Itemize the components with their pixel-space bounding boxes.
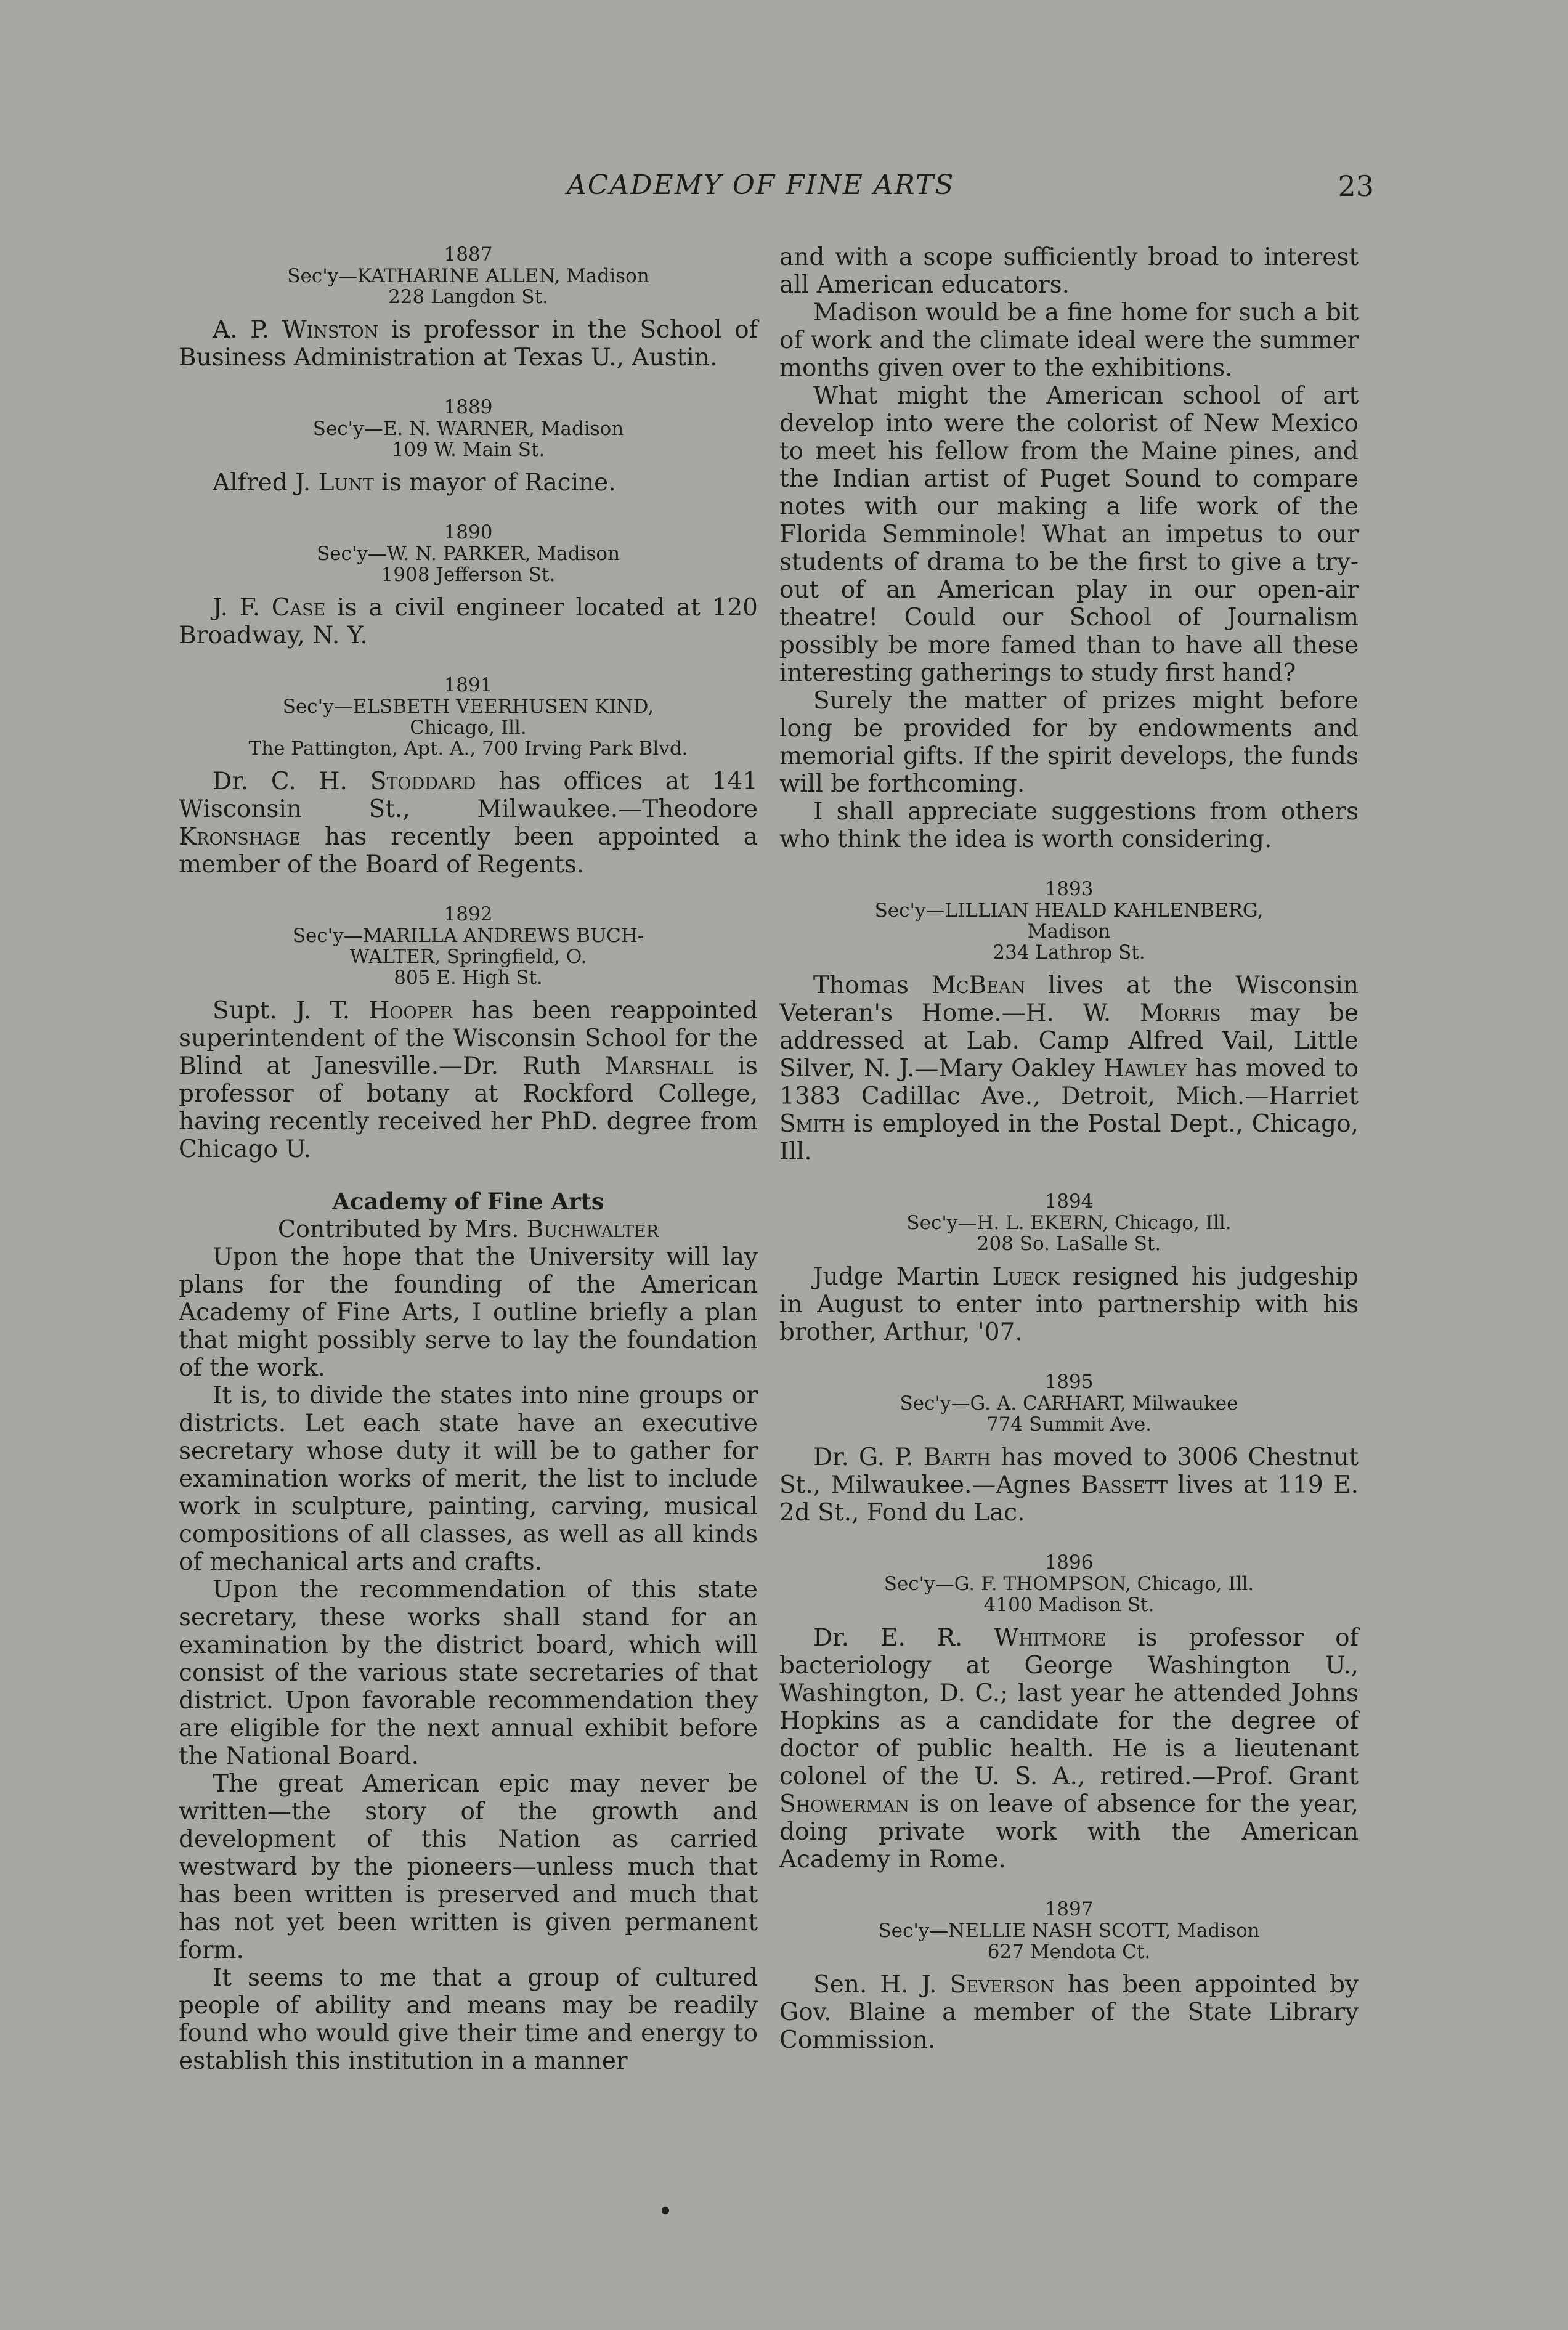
secretary-line: Sec'y—KATHARINE ALLEN, Madison — [287, 265, 649, 287]
secretary-address: 208 So. LaSalle St. — [977, 1233, 1161, 1255]
running-title: ACADEMY OF FINE ARTS — [567, 169, 955, 201]
left-column — [179, 243, 758, 2075]
class-note: Sen. H. J. Severson has been appointed by Gov. Blaine a member of the State Library Commission. — [779, 1971, 1359, 2054]
article-paragraph: Upon the hope that the University will lay plans for the founding of the American Academy of Fine Arts, I outline briefly a plan that might possibly serve to lay the foundation of the work. — [179, 1243, 758, 1382]
class-note: A. P. Winston is professor in the School of Business Administration at Texas U., Austin. — [179, 316, 758, 371]
class-year-heading: 1895 — [1044, 1371, 1094, 1393]
class-note: Alfred J. Lunt is mayor of Racine. — [213, 469, 616, 497]
class-note: J. F. Case is a civil engineer located at 120 Broadway, N. Y. — [179, 594, 758, 649]
secretary-address: 234 Lathrop St. — [993, 941, 1145, 964]
article-paragraph: It seems to me that a group of cultured people of ability and means may be readily found who would give their time and energy to establish this institution in a manner — [179, 1964, 758, 2075]
alumni-name: Whitmore — [994, 1624, 1107, 1652]
article-paragraph: Surely the matter of prizes might before long be provided for by endowments and memorial gifts. If the spirit develops, the funds will be forthcoming. — [779, 687, 1359, 798]
article-paragraph: It is, to divide the states into nine groups or districts. Let each state have an executive secretary whose duty it will be to gather for examination works of merit, the list to include work in sculpture, painting, carving, musical compositions of all classes, as well as all kinds of mechanical arts and crafts. — [179, 1382, 758, 1576]
secretary-line: Sec'y—LILLIAN HEALD KAHLENBERG, — [874, 899, 1264, 922]
alumni-name: Lunt — [318, 469, 374, 497]
class-note: Dr. C. H. Stoddard has offices at 141 Wisconsin St., Milwaukee.—Theodore Kronshage has recently been appointed a member of the Board of Regents. — [179, 768, 758, 879]
class-note: Dr. G. P. Barth has moved to 3006 Chestnut St., Milwaukee.—Agnes Bassett lives at 119 E. 2d St., Fond du Lac. — [779, 1443, 1359, 1527]
secretary-line: Sec'y—G. F. THOMPSON, Chicago, Ill. — [884, 1573, 1254, 1595]
secretary-line: Sec'y—NELLIE NASH SCOTT, Madison — [878, 1920, 1260, 1942]
class-year-heading: 1887 — [444, 243, 493, 266]
article-paragraph: What might the American school of art develop into were the colorist of New Mexico to meet his fellow from the Maine pines, and the Indian artist of Puget Sound to compare notes with our making a life work of the Florida Semminole! What an impetus to our students of drama to be the first to give a try-out of an American play in our open-air theatre! Could our School of Journalism possibly be more famed than to have all these interesting gatherings to study first hand? — [779, 382, 1359, 687]
article-title: Academy of Fine Arts — [332, 1188, 604, 1215]
article-paragraph: Madison would be a fine home for such a bit of work and the climate ideal were the summer months given over to the exhibitions. — [779, 299, 1359, 382]
class-year-heading: 1897 — [1044, 1898, 1094, 1920]
page-number: 23 — [1338, 169, 1374, 203]
class-year-heading: 1890 — [444, 521, 493, 543]
class-year-heading: 1891 — [444, 674, 493, 696]
right-column — [779, 243, 1359, 2054]
class-year-heading: 1894 — [1044, 1190, 1094, 1212]
secretary-address: 1908 Jefferson St. — [381, 564, 556, 586]
secretary-address: WALTER, Springfield, O. — [349, 946, 587, 968]
alumni-name: Severson — [949, 1971, 1055, 1999]
secretary-line: Sec'y—MARILLA ANDREWS BUCH- — [292, 925, 644, 947]
secretary-address: Chicago, Ill. — [410, 716, 527, 739]
alumni-name: Marshall — [604, 1052, 714, 1080]
page-header — [179, 169, 1374, 206]
secretary-address: 109 W. Main St. — [391, 439, 545, 461]
secretary-address: The Pattington, Apt. A., 700 Irving Park Blvd. — [248, 737, 688, 760]
class-year-heading: 1892 — [444, 903, 493, 925]
page-bullet-ornament — [662, 2207, 669, 2214]
secretary-address: 805 E. High St. — [394, 967, 543, 989]
class-note: Dr. E. R. Whitmore is professor of bacteriology at George Washington U., Washington, D. C.; last year he attended Johns Hopkins as a candidate for the degree of doctor of public health. He is a lieutenant colonel of the U. S. A., retired.—Prof. Grant Showerman is on leave of absence for the year, doing private work with the American Academy in Rome. — [779, 1624, 1359, 1873]
class-note: Supt. J. T. Hooper has been reappointed superintendent of the Wisconsin School for the Blind at Janesville.—Dr. Ruth Marshall is professor of botany at Rockford College, having recently received her PhD. degree from Chicago U. — [179, 997, 758, 1163]
alumni-name: Kronshage — [179, 823, 301, 851]
secretary-line: Sec'y—W. N. PARKER, Madison — [316, 543, 620, 565]
alumni-name: Showerman — [779, 1790, 909, 1818]
article-paragraph: and with a scope sufficiently broad to interest all American educators. — [779, 243, 1359, 299]
class-year-heading: 1896 — [1044, 1551, 1094, 1573]
secretary-address: 627 Mendota Ct. — [987, 1941, 1151, 1963]
alumni-name: Hawley — [1103, 1055, 1187, 1082]
alumni-name: Bassett — [1081, 1471, 1168, 1499]
secretary-address: Madison — [1027, 920, 1111, 943]
alumni-name: Barth — [923, 1443, 991, 1471]
alumni-name: McBean — [931, 972, 1025, 999]
secretary-line: Sec'y—ELSBETH VEERHUSEN KIND, — [282, 696, 654, 718]
secretary-address: 228 Langdon St. — [388, 286, 548, 308]
article-paragraph: The great American epic may never be written—the story of the growth and development of this Nation as carried westward by the pioneers—unless much that has been written is preserved and much that has not yet been written is given permanent form. — [179, 1770, 758, 1964]
article-byline: Contributed by Mrs. Buchwalter — [277, 1216, 659, 1243]
alumni-name: Case — [271, 594, 326, 622]
alumni-name: Hooper — [368, 997, 453, 1025]
article-paragraph: I shall appreciate suggestions from others who think the idea is worth considering. — [779, 798, 1359, 853]
article-paragraph: Upon the recommendation of this state secretary, these works shall stand for an examination by the district board, which will consist of the various state secretaries of that district. Upon favorable recommendation they are eligible for the next annual exhibit before the National Board. — [179, 1576, 758, 1770]
alumni-name: Winston — [282, 316, 379, 344]
secretary-address: 4100 Madison St. — [983, 1594, 1155, 1616]
secretary-address: 774 Summit Ave. — [986, 1413, 1152, 1435]
class-year-heading: 1893 — [1044, 878, 1094, 900]
alumni-name: Smith — [779, 1110, 845, 1138]
alumni-name: Morris — [1139, 999, 1221, 1027]
secretary-line: Sec'y—H. L. EKERN, Chicago, Ill. — [906, 1212, 1232, 1234]
class-note: Thomas McBean lives at the Wisconsin Veteran's Home.—H. W. Morris may be addressed at Lab. Camp Alfred Vail, Little Silver, N. J.—Mary Oakley Hawley has moved to 1383 Cadillac Ave., Detroit, Mich.—Harriet Smith is employed in the Postal Dept., Chicago, Ill. — [779, 972, 1359, 1166]
secretary-line: Sec'y—G. A. CARHART, Milwaukee — [900, 1392, 1238, 1415]
class-year-heading: 1889 — [444, 396, 493, 418]
secretary-line: Sec'y—E. N. WARNER, Madison — [312, 418, 624, 440]
alumni-name: Lueck — [992, 1263, 1060, 1291]
alumni-name: Stoddard — [370, 768, 476, 795]
class-note: Judge Martin Lueck resigned his judgeship in August to enter into partnership with his brother, Arthur, '07. — [779, 1263, 1359, 1346]
author-name: Buchwalter — [526, 1216, 659, 1243]
